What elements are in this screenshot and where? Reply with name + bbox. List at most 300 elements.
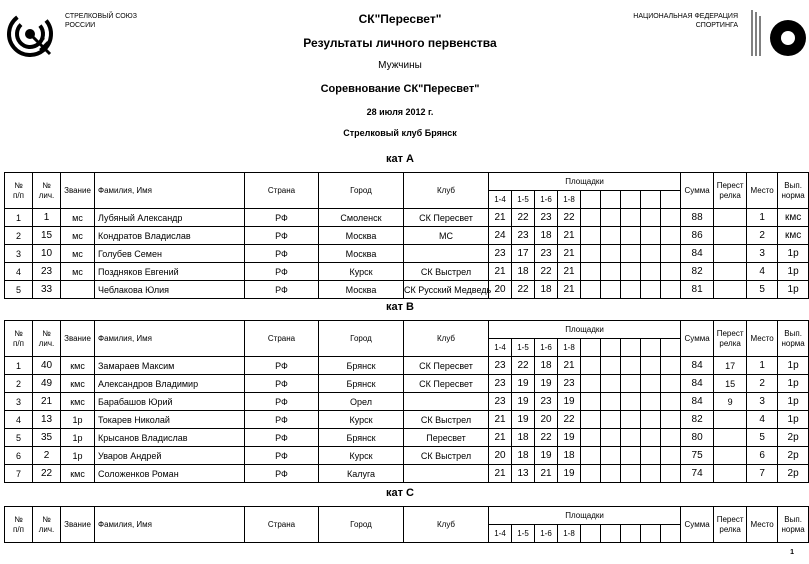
cell-shootoff bbox=[714, 245, 747, 263]
cell-score-empty bbox=[621, 281, 641, 299]
cell-name: Крысанов Владислав bbox=[95, 429, 245, 447]
header-platform-p2: 1-5 bbox=[512, 525, 535, 543]
cell-norm: кмс bbox=[778, 227, 809, 245]
page-title: Результаты личного первенства bbox=[303, 36, 497, 50]
header-platform-p2: 1-5 bbox=[512, 339, 535, 357]
cell-score-empty bbox=[581, 245, 601, 263]
cell-score: 18 bbox=[512, 429, 535, 447]
table-row bbox=[5, 209, 809, 227]
cell-country: РФ bbox=[245, 411, 319, 429]
cell-club: Пересвет bbox=[404, 429, 489, 447]
cell-score-empty bbox=[661, 375, 681, 393]
cell-rank: кмс bbox=[61, 357, 95, 375]
cell-score: 19 bbox=[512, 375, 535, 393]
cell-city: Брянск bbox=[319, 429, 404, 447]
cell-score-empty bbox=[641, 245, 661, 263]
header-name: Фамилия, Имя bbox=[95, 321, 245, 357]
cell-score-empty bbox=[621, 411, 641, 429]
cell-country: РФ bbox=[245, 429, 319, 447]
cell-rank: 1р bbox=[61, 411, 95, 429]
cell-score: 21 bbox=[558, 357, 581, 375]
cell-place: 4 bbox=[747, 411, 778, 429]
cell-score-empty bbox=[581, 209, 601, 227]
cell-sum: 84 bbox=[681, 393, 714, 411]
cell-score-empty bbox=[661, 429, 681, 447]
header-license bbox=[33, 321, 61, 357]
cell-score-empty bbox=[641, 227, 661, 245]
cell-shootoff bbox=[714, 429, 747, 447]
cell-score: 21 bbox=[489, 263, 512, 281]
header-norm-line2: норма bbox=[781, 524, 805, 534]
header-num-line2: п/п bbox=[13, 190, 24, 200]
cell-score: 20 bbox=[535, 411, 558, 429]
cell-city: Орел bbox=[319, 393, 404, 411]
cell-norm: 2р bbox=[778, 429, 809, 447]
cell-city: Брянск bbox=[319, 375, 404, 393]
cell-score: 22 bbox=[558, 411, 581, 429]
cell-score-empty bbox=[601, 245, 621, 263]
header-platform-empty bbox=[601, 525, 621, 543]
cell-rank: кмс bbox=[61, 393, 95, 411]
cell-score-empty bbox=[661, 465, 681, 483]
header-platform-p4: 1-8 bbox=[558, 191, 581, 209]
cell-score: 22 bbox=[512, 209, 535, 227]
cell-shootoff bbox=[714, 281, 747, 299]
header-shootoff-line2: релка bbox=[719, 338, 741, 348]
cell-country: РФ bbox=[245, 281, 319, 299]
cell-license: 49 bbox=[33, 375, 61, 393]
cell-score: 19 bbox=[558, 429, 581, 447]
header-shootoff bbox=[714, 321, 747, 357]
header-platform-p4: 1-8 bbox=[558, 525, 581, 543]
cell-shootoff bbox=[714, 465, 747, 483]
cell-name: Поздняков Евгений bbox=[95, 263, 245, 281]
cell-score-empty bbox=[601, 375, 621, 393]
cell-name: Лубяный Александр bbox=[95, 209, 245, 227]
cell-place: 5 bbox=[747, 281, 778, 299]
cell-score: 22 bbox=[512, 357, 535, 375]
header-country: Страна bbox=[245, 321, 319, 357]
cell-score: 21 bbox=[535, 465, 558, 483]
cell-score: 23 bbox=[535, 209, 558, 227]
cell-score: 21 bbox=[489, 429, 512, 447]
cell-score-empty bbox=[601, 357, 621, 375]
header-platform-empty bbox=[661, 191, 681, 209]
cell-city: Курск bbox=[319, 263, 404, 281]
cell-score-empty bbox=[641, 375, 661, 393]
cell-club bbox=[404, 245, 489, 263]
cell-norm: 2р bbox=[778, 465, 809, 483]
header-sum: Сумма bbox=[681, 507, 714, 543]
header-platform-empty bbox=[661, 525, 681, 543]
cell-score: 23 bbox=[512, 227, 535, 245]
table-row bbox=[5, 429, 809, 447]
cell-sum: 84 bbox=[681, 245, 714, 263]
club-name: СК"Пересвет" bbox=[358, 12, 442, 26]
cell-score-empty bbox=[661, 357, 681, 375]
cell-norm: 1р bbox=[778, 245, 809, 263]
cell-city: Москва bbox=[319, 245, 404, 263]
header-platform-empty bbox=[601, 191, 621, 209]
cell-country: РФ bbox=[245, 227, 319, 245]
cell-rank: мс bbox=[61, 209, 95, 227]
header-norm bbox=[778, 321, 809, 357]
cell-score-empty bbox=[581, 227, 601, 245]
header-name: Фамилия, Имя bbox=[95, 507, 245, 543]
cell-city: Курск bbox=[319, 411, 404, 429]
cell-score-empty bbox=[601, 429, 621, 447]
cell-score-empty bbox=[661, 227, 681, 245]
cell-score: 19 bbox=[558, 393, 581, 411]
header-platform-empty bbox=[621, 191, 641, 209]
header-club: Клуб bbox=[404, 173, 489, 209]
header-num-line2: п/п bbox=[13, 338, 24, 348]
header-city: Город bbox=[319, 173, 404, 209]
cell-norm: 1р bbox=[778, 393, 809, 411]
cell-score: 18 bbox=[512, 447, 535, 465]
cell-rank: кмс bbox=[61, 375, 95, 393]
cell-score: 21 bbox=[489, 411, 512, 429]
cell-score: 23 bbox=[489, 245, 512, 263]
header-num bbox=[5, 507, 33, 543]
cell-score: 22 bbox=[558, 209, 581, 227]
cell-score-empty bbox=[661, 263, 681, 281]
cell-shootoff: 9 bbox=[714, 393, 747, 411]
cell-score-empty bbox=[621, 263, 641, 281]
cell-shootoff: 15 bbox=[714, 375, 747, 393]
org-left-line2: РОССИИ bbox=[65, 22, 96, 29]
table-header-row bbox=[5, 321, 809, 339]
cell-norm: 1р bbox=[778, 357, 809, 375]
cell-city: Москва bbox=[319, 227, 404, 245]
header-num bbox=[5, 173, 33, 209]
cell-score-empty bbox=[641, 411, 661, 429]
cell-score-empty bbox=[601, 465, 621, 483]
header-platform-empty bbox=[641, 339, 661, 357]
cell-license: 13 bbox=[33, 411, 61, 429]
header-shootoff bbox=[714, 173, 747, 209]
cell-license: 1 bbox=[33, 209, 61, 227]
cell-country: РФ bbox=[245, 245, 319, 263]
cell-score-empty bbox=[581, 393, 601, 411]
org-right-line1: НАЦИОНАЛЬНАЯ ФЕДЕРАЦИЯ bbox=[633, 13, 738, 20]
cell-score: 22 bbox=[512, 281, 535, 299]
cell-name: Александров Владимир bbox=[95, 375, 245, 393]
cell-score-empty bbox=[581, 465, 601, 483]
cell-score: 18 bbox=[535, 281, 558, 299]
header-club: Клуб bbox=[404, 507, 489, 543]
header-shootoff-line1: Перест bbox=[716, 180, 744, 190]
header-platform-empty bbox=[581, 525, 601, 543]
cell-name: Уваров Андрей bbox=[95, 447, 245, 465]
header-platform-p4: 1-8 bbox=[558, 339, 581, 357]
cell-score: 17 bbox=[512, 245, 535, 263]
header-platform-p1: 1-4 bbox=[489, 525, 512, 543]
cell-score-empty bbox=[601, 209, 621, 227]
cell-score: 23 bbox=[535, 245, 558, 263]
cell-score: 21 bbox=[489, 209, 512, 227]
cell-shootoff bbox=[714, 227, 747, 245]
competition-name: Соревнование СК"Пересвет" bbox=[320, 83, 480, 95]
cell-shootoff bbox=[714, 209, 747, 227]
header-platforms: Площадки bbox=[489, 173, 681, 191]
header-norm-line1: Вып. bbox=[784, 180, 802, 190]
cell-score-empty bbox=[621, 209, 641, 227]
header-place: Место bbox=[747, 321, 778, 357]
cell-score-empty bbox=[621, 393, 641, 411]
cell-sum: 74 bbox=[681, 465, 714, 483]
header-name: Фамилия, Имя bbox=[95, 173, 245, 209]
category-title: кат В bbox=[385, 301, 414, 313]
cell-name: Соложенков Роман bbox=[95, 465, 245, 483]
cell-club: СК Пересвет bbox=[404, 375, 489, 393]
cell-score: 20 bbox=[489, 281, 512, 299]
category-title: кат С bbox=[385, 487, 414, 499]
header-sum: Сумма bbox=[681, 173, 714, 209]
cell-score: 18 bbox=[535, 227, 558, 245]
results-table-cat-b bbox=[4, 320, 809, 483]
cell-score: 18 bbox=[535, 357, 558, 375]
cell-place: 7 bbox=[747, 465, 778, 483]
cell-country: РФ bbox=[245, 447, 319, 465]
header-license-line2: лич. bbox=[38, 338, 55, 348]
cell-country: РФ bbox=[245, 393, 319, 411]
cell-norm: 1р bbox=[778, 281, 809, 299]
cell-score: 23 bbox=[489, 357, 512, 375]
cell-score-empty bbox=[621, 465, 641, 483]
cell-shootoff bbox=[714, 263, 747, 281]
org-right-line2: СПОРТИНГА bbox=[695, 22, 738, 29]
cell-sum: 84 bbox=[681, 375, 714, 393]
header-num bbox=[5, 321, 33, 357]
table-row bbox=[5, 465, 809, 483]
cell-score: 23 bbox=[535, 393, 558, 411]
cell-score: 19 bbox=[512, 393, 535, 411]
header-rank: Звание bbox=[61, 173, 95, 209]
cell-license: 2 bbox=[33, 447, 61, 465]
cell-club: СК Пересвет bbox=[404, 357, 489, 375]
cell-shootoff bbox=[714, 411, 747, 429]
cell-club bbox=[404, 465, 489, 483]
cell-place: 2 bbox=[747, 375, 778, 393]
cell-name: Токарев Николай bbox=[95, 411, 245, 429]
cell-score: 19 bbox=[558, 465, 581, 483]
table-row bbox=[5, 357, 809, 375]
cell-club: СК Русский Медведь bbox=[404, 281, 489, 299]
cell-num: 4 bbox=[5, 263, 33, 281]
cell-rank bbox=[61, 281, 95, 299]
header-license-line1: № bbox=[42, 328, 51, 338]
cell-sum: 75 bbox=[681, 447, 714, 465]
group-label: Мужчины bbox=[378, 60, 422, 71]
header-sum: Сумма bbox=[681, 321, 714, 357]
table-header-row bbox=[5, 173, 809, 191]
cell-place: 5 bbox=[747, 429, 778, 447]
cell-score: 19 bbox=[535, 375, 558, 393]
cell-score-empty bbox=[641, 209, 661, 227]
cell-score-empty bbox=[661, 393, 681, 411]
header-license-line2: лич. bbox=[38, 190, 55, 200]
cell-score: 21 bbox=[558, 227, 581, 245]
cell-place: 4 bbox=[747, 263, 778, 281]
cell-score: 18 bbox=[512, 263, 535, 281]
cell-city: Москва bbox=[319, 281, 404, 299]
page-number: 1 bbox=[790, 549, 794, 556]
cell-num: 3 bbox=[5, 245, 33, 263]
cell-club: СК Выстрел bbox=[404, 411, 489, 429]
cell-score: 24 bbox=[489, 227, 512, 245]
cell-place: 3 bbox=[747, 245, 778, 263]
header-platform-p1: 1-4 bbox=[489, 191, 512, 209]
cell-score-empty bbox=[601, 393, 621, 411]
cell-score: 13 bbox=[512, 465, 535, 483]
org-left-line1: СТРЕЛКОВЫЙ СОЮЗ bbox=[65, 13, 137, 20]
cell-score: 20 bbox=[489, 447, 512, 465]
cell-license: 35 bbox=[33, 429, 61, 447]
header-club: Клуб bbox=[404, 321, 489, 357]
cell-score-empty bbox=[621, 447, 641, 465]
header-platform-empty bbox=[621, 525, 641, 543]
cell-score: 21 bbox=[489, 465, 512, 483]
cell-norm: 1р bbox=[778, 263, 809, 281]
header-city: Город bbox=[319, 507, 404, 543]
header-platforms: Площадки bbox=[489, 507, 681, 525]
cell-score-empty bbox=[581, 447, 601, 465]
cell-score: 21 bbox=[558, 281, 581, 299]
header-license-line1: № bbox=[42, 514, 51, 524]
cell-score-empty bbox=[661, 209, 681, 227]
cell-score-empty bbox=[661, 245, 681, 263]
cell-score-empty bbox=[581, 429, 601, 447]
cell-sum: 82 bbox=[681, 411, 714, 429]
cell-score-empty bbox=[621, 375, 641, 393]
cell-country: РФ bbox=[245, 209, 319, 227]
header-platform-p1: 1-4 bbox=[489, 339, 512, 357]
cell-sum: 88 bbox=[681, 209, 714, 227]
header-shootoff-line1: Перест bbox=[716, 328, 744, 338]
cell-license: 22 bbox=[33, 465, 61, 483]
header-place: Место bbox=[747, 507, 778, 543]
table-row bbox=[5, 227, 809, 245]
cell-score-empty bbox=[621, 227, 641, 245]
cell-score-empty bbox=[621, 429, 641, 447]
header-norm bbox=[778, 173, 809, 209]
cell-num: 3 bbox=[5, 393, 33, 411]
header-platform-p3: 1-6 bbox=[535, 191, 558, 209]
cell-norm: 2р bbox=[778, 447, 809, 465]
cell-score: 22 bbox=[535, 263, 558, 281]
cell-sum: 84 bbox=[681, 357, 714, 375]
header-rank: Звание bbox=[61, 321, 95, 357]
header-num-line1: № bbox=[14, 328, 23, 338]
header-norm-line1: Вып. bbox=[784, 328, 802, 338]
header-city: Город bbox=[319, 321, 404, 357]
cell-license: 23 bbox=[33, 263, 61, 281]
cell-score-empty bbox=[641, 263, 661, 281]
cell-num: 4 bbox=[5, 411, 33, 429]
table-row bbox=[5, 447, 809, 465]
cell-score-empty bbox=[581, 375, 601, 393]
cell-license: 40 bbox=[33, 357, 61, 375]
cell-score: 23 bbox=[489, 393, 512, 411]
cell-num: 2 bbox=[5, 227, 33, 245]
cell-place: 1 bbox=[747, 357, 778, 375]
cell-score-empty bbox=[641, 393, 661, 411]
header-place: Место bbox=[747, 173, 778, 209]
header-platform-empty bbox=[641, 191, 661, 209]
cell-score-empty bbox=[641, 357, 661, 375]
cell-club bbox=[404, 393, 489, 411]
cell-score: 21 bbox=[558, 263, 581, 281]
cell-score-empty bbox=[621, 245, 641, 263]
cell-score-empty bbox=[661, 447, 681, 465]
cell-score-empty bbox=[581, 357, 601, 375]
cell-name: Барабашов Юрий bbox=[95, 393, 245, 411]
cell-score-empty bbox=[641, 429, 661, 447]
cell-score: 21 bbox=[558, 245, 581, 263]
table-row bbox=[5, 245, 809, 263]
cell-norm: кмс bbox=[778, 209, 809, 227]
header-num-line1: № bbox=[14, 514, 23, 524]
header-platform-p2: 1-5 bbox=[512, 191, 535, 209]
header-norm bbox=[778, 507, 809, 543]
header-license-line2: лич. bbox=[38, 524, 55, 534]
results-table-cat-c bbox=[4, 506, 809, 543]
header-norm-line2: норма bbox=[781, 338, 805, 348]
header-platform-empty bbox=[581, 339, 601, 357]
cell-place: 1 bbox=[747, 209, 778, 227]
cell-score: 23 bbox=[558, 375, 581, 393]
cell-place: 6 bbox=[747, 447, 778, 465]
cell-shootoff bbox=[714, 447, 747, 465]
header-shootoff bbox=[714, 507, 747, 543]
header-shootoff-line2: релка bbox=[719, 524, 741, 534]
table-header-row bbox=[5, 507, 809, 525]
cell-num: 1 bbox=[5, 357, 33, 375]
cell-rank: мс bbox=[61, 245, 95, 263]
cell-place: 2 bbox=[747, 227, 778, 245]
cell-score-empty bbox=[601, 227, 621, 245]
cell-club: МС bbox=[404, 227, 489, 245]
cell-country: РФ bbox=[245, 357, 319, 375]
header-shootoff-line2: релка bbox=[719, 190, 741, 200]
header-platform-empty bbox=[601, 339, 621, 357]
cell-score-empty bbox=[621, 357, 641, 375]
cell-sum: 80 bbox=[681, 429, 714, 447]
cell-rank: мс bbox=[61, 263, 95, 281]
cell-score: 18 bbox=[558, 447, 581, 465]
cell-num: 5 bbox=[5, 281, 33, 299]
cell-rank: 1р bbox=[61, 447, 95, 465]
cell-score-empty bbox=[581, 281, 601, 299]
cell-score-empty bbox=[661, 411, 681, 429]
cell-score-empty bbox=[581, 411, 601, 429]
header-platform-empty bbox=[641, 525, 661, 543]
cell-name: Чеблакова Юлия bbox=[95, 281, 245, 299]
cell-license: 33 bbox=[33, 281, 61, 299]
header-platforms: Площадки bbox=[489, 321, 681, 339]
cell-sum: 82 bbox=[681, 263, 714, 281]
cell-name: Кондратов Владислав bbox=[95, 227, 245, 245]
cell-sum: 81 bbox=[681, 281, 714, 299]
cell-num: 5 bbox=[5, 429, 33, 447]
cell-city: Курск bbox=[319, 447, 404, 465]
venue-name: Стрелковый клуб Брянск bbox=[343, 128, 457, 138]
cell-score: 22 bbox=[535, 429, 558, 447]
cell-score-empty bbox=[641, 281, 661, 299]
cell-license: 15 bbox=[33, 227, 61, 245]
cell-score-empty bbox=[601, 263, 621, 281]
